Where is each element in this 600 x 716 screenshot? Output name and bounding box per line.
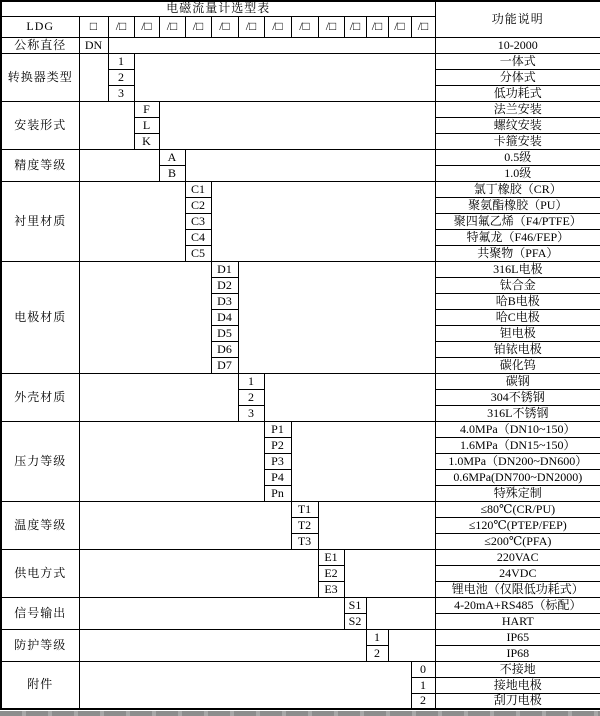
code-cell: P3 <box>264 453 291 469</box>
code-cell: D4 <box>211 309 238 325</box>
table-row <box>1 149 600 165</box>
code-cell: DN <box>79 37 108 53</box>
code-cell: C2 <box>185 197 211 213</box>
table-title: 电磁流量计选型表 <box>1 1 435 16</box>
code-cell: T3 <box>291 533 318 549</box>
desc-cell: ≤120℃(PTEP/FEP) <box>435 517 600 533</box>
desc-cell: 碳化钨 <box>435 357 600 373</box>
desc-cell: 不接地 <box>435 661 600 677</box>
code-slot-box: /□ <box>388 16 411 37</box>
code-slot-box: /□ <box>134 16 159 37</box>
code-slot-box: /□ <box>318 16 344 37</box>
desc-cell: 24VDC <box>435 565 600 581</box>
code-cell: C3 <box>185 213 211 229</box>
field-label: 防护等级 <box>1 629 79 661</box>
desc-cell: 聚四氟乙烯（F4/PTFE） <box>435 213 600 229</box>
spacer-cell <box>344 549 435 597</box>
code-cell: T1 <box>291 501 318 517</box>
field-label: 信号输出 <box>1 597 79 629</box>
desc-cell: 哈B电极 <box>435 293 600 309</box>
code-cell: A <box>159 149 185 165</box>
spacer-cell <box>79 373 238 421</box>
spacer-cell <box>185 149 435 181</box>
code-cell: 1 <box>366 629 388 645</box>
field-label: 衬里材质 <box>1 181 79 261</box>
field-label: 公称直径 <box>1 37 79 53</box>
table-row <box>1 181 600 197</box>
code-cell: L <box>134 117 159 133</box>
desc-cell: 螺纹安装 <box>435 117 600 133</box>
code-cell: D6 <box>211 341 238 357</box>
table-row <box>1 37 600 53</box>
desc-cell: 法兰安装 <box>435 101 600 117</box>
code-cell: D5 <box>211 325 238 341</box>
desc-cell: 0.5级 <box>435 149 600 165</box>
desc-cell: 锂电池（仅限低功耗式） <box>435 581 600 597</box>
desc-cell: 一体式 <box>435 53 600 69</box>
table-row <box>1 261 600 277</box>
code-cell: 3 <box>108 85 134 101</box>
code-cell: 2 <box>108 69 134 85</box>
code-cell: S2 <box>344 613 366 629</box>
table-row <box>1 101 600 117</box>
spacer-cell <box>238 261 435 373</box>
table-row <box>1 501 600 517</box>
title-row <box>1 1 600 16</box>
desc-cell: 卡箍安装 <box>435 133 600 149</box>
desc-cell: 特氟龙（F46/FEP） <box>435 229 600 245</box>
desc-cell: 4.0MPa（DN10~150） <box>435 421 600 437</box>
spacer-cell <box>79 597 344 629</box>
desc-cell: 碳钢 <box>435 373 600 389</box>
desc-cell: 分体式 <box>435 69 600 85</box>
code-slot-box: /□ <box>211 16 238 37</box>
desc-cell: 10-2000 <box>435 37 600 53</box>
table-row <box>1 597 600 613</box>
desc-cell: 钽电极 <box>435 325 600 341</box>
spacer-cell <box>79 53 108 101</box>
model-prefix: LDG <box>1 16 79 37</box>
code-cell: 2 <box>238 389 264 405</box>
desc-cell: 1.0级 <box>435 165 600 181</box>
code-slot-box: /□ <box>108 16 134 37</box>
field-label: 精度等级 <box>1 149 79 181</box>
spacer-cell <box>211 181 435 261</box>
code-slot-box: /□ <box>411 16 435 37</box>
code-cell: T2 <box>291 517 318 533</box>
table-row <box>1 661 600 677</box>
code-cell: D3 <box>211 293 238 309</box>
field-label: 安装形式 <box>1 101 79 149</box>
spacer-cell <box>159 101 435 149</box>
desc-cell: 1.6MPa（DN15~150） <box>435 437 600 453</box>
desc-cell: 共聚物（PFA） <box>435 245 600 261</box>
function-description-header: 功能说明 <box>435 1 600 37</box>
code-cell: 0 <box>411 661 435 677</box>
code-cell: S1 <box>344 597 366 613</box>
desc-cell: ≤200℃(PFA) <box>435 533 600 549</box>
desc-cell: 刮刀电极 <box>435 693 600 709</box>
code-cell: E2 <box>318 565 344 581</box>
field-label: 供电方式 <box>1 549 79 597</box>
code-slot-box: /□ <box>159 16 185 37</box>
spacer-cell <box>79 149 159 181</box>
spacer-cell <box>79 421 264 501</box>
desc-cell: 304不锈钢 <box>435 389 600 405</box>
code-cell: 2 <box>411 693 435 709</box>
field-label: 电极材质 <box>1 261 79 373</box>
desc-cell: 钛合金 <box>435 277 600 293</box>
spacer-cell <box>79 501 291 549</box>
field-label: 外壳材质 <box>1 373 79 421</box>
desc-cell: 0.6MPa(DN700~DN2000) <box>435 469 600 485</box>
field-label: 转换器类型 <box>1 53 79 101</box>
spacer-cell <box>79 261 211 373</box>
desc-cell: 铂铱电极 <box>435 341 600 357</box>
spacer-cell <box>134 53 435 101</box>
code-slot-box: /□ <box>291 16 318 37</box>
code-cell: D7 <box>211 357 238 373</box>
code-cell: C1 <box>185 181 211 197</box>
code-cell: P2 <box>264 437 291 453</box>
code-cell: C5 <box>185 245 211 261</box>
desc-cell: IP65 <box>435 629 600 645</box>
code-slot-box: /□ <box>264 16 291 37</box>
table-row <box>1 373 600 389</box>
spacer-cell <box>79 101 134 149</box>
code-cell: 1 <box>411 677 435 693</box>
code-slot-box: □ <box>79 16 108 37</box>
code-cell: D1 <box>211 261 238 277</box>
code-cell: 3 <box>238 405 264 421</box>
code-cell: D2 <box>211 277 238 293</box>
table-row <box>1 629 600 645</box>
code-slot-box: /□ <box>366 16 388 37</box>
code-cell: E1 <box>318 549 344 565</box>
code-cell: 1 <box>108 53 134 69</box>
desc-cell: 氯丁橡胶（CR） <box>435 181 600 197</box>
code-cell: C4 <box>185 229 211 245</box>
spacer-cell <box>291 421 435 501</box>
desc-cell: HART <box>435 613 600 629</box>
desc-cell: 聚氨酯橡胶（PU） <box>435 197 600 213</box>
spacer-cell <box>318 501 435 549</box>
code-cell: P1 <box>264 421 291 437</box>
spacer-cell <box>264 373 435 421</box>
desc-cell: 4-20mA+RS485（标配） <box>435 597 600 613</box>
desc-cell: 哈C电极 <box>435 309 600 325</box>
desc-cell: 1.0MPa（DN200~DN600） <box>435 453 600 469</box>
code-slot-box: /□ <box>238 16 264 37</box>
field-label: 附件 <box>1 661 79 709</box>
spacer-cell <box>388 629 435 661</box>
desc-cell: ≤80℃(CR/PU) <box>435 501 600 517</box>
desc-cell: IP68 <box>435 645 600 661</box>
field-label: 温度等级 <box>1 501 79 549</box>
table-row <box>1 53 600 69</box>
bottom-edge-strip <box>0 711 600 716</box>
code-cell: 2 <box>366 645 388 661</box>
code-cell: E3 <box>318 581 344 597</box>
spacer-cell <box>79 629 366 661</box>
spacer-cell <box>79 181 185 261</box>
code-slot-box: /□ <box>344 16 366 37</box>
code-cell: F <box>134 101 159 117</box>
code-cell: 1 <box>238 373 264 389</box>
spacer-cell <box>79 549 318 597</box>
desc-cell: 316L不锈钢 <box>435 405 600 421</box>
spacer-cell <box>108 37 435 53</box>
code-cell: Pn <box>264 485 291 501</box>
code-cell: P4 <box>264 469 291 485</box>
code-cell: K <box>134 133 159 149</box>
table-row <box>1 421 600 437</box>
desc-cell: 接地电极 <box>435 677 600 693</box>
table-row <box>1 549 600 565</box>
desc-cell: 316L电极 <box>435 261 600 277</box>
code-slot-box: /□ <box>185 16 211 37</box>
spacer-cell <box>79 661 411 709</box>
field-label: 压力等级 <box>1 421 79 501</box>
code-cell: B <box>159 165 185 181</box>
spacer-cell <box>366 597 435 629</box>
desc-cell: 220VAC <box>435 549 600 565</box>
desc-cell: 特殊定制 <box>435 485 600 501</box>
desc-cell: 低功耗式 <box>435 85 600 101</box>
